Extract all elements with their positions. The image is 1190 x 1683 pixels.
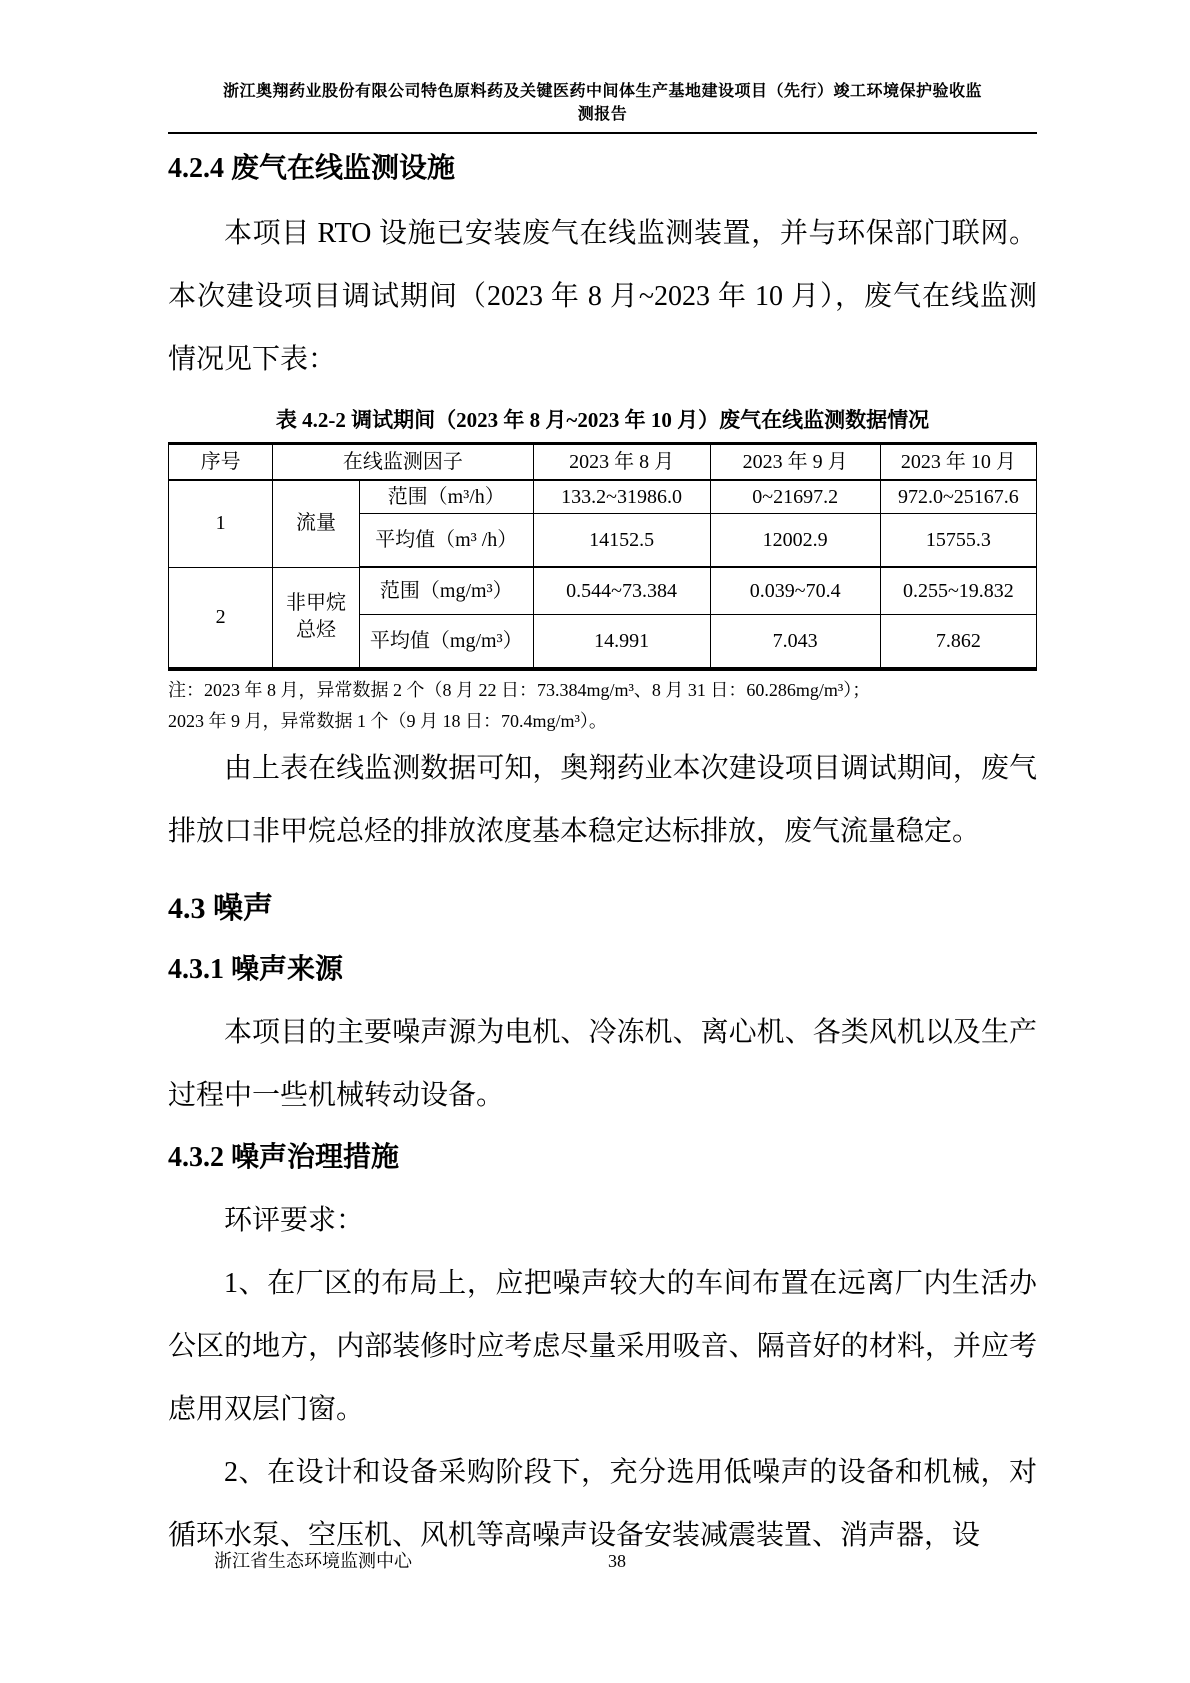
table-cell: 平均值（mg/m³） <box>359 615 533 670</box>
running-header-line1: 浙江奥翔药业股份有限公司特色原料药及关键医药中间体生产基地建设项目（先行）竣工环境保护验收监 <box>222 83 982 100</box>
table-cell: 0.544~73.384 <box>533 567 710 615</box>
table-cell: 7.862 <box>880 615 1036 670</box>
paragraph-online-monitoring: 本项目 RTO 设施已安装废气在线监测装置，并与环保部门联网。本次建设项目调试期间（2023 年 8 月~2023 年 10 月），废气在线监测情况见下表： <box>168 218 1037 375</box>
paragraph-analysis: 由上表在线监测数据可知，奥翔药业本次建设项目调试期间，废气排放口非甲烷总烃的排放浓度基本稳定达标排放，废气流量稳定。 <box>168 753 1037 847</box>
table-cell: 0.039~70.4 <box>710 567 880 615</box>
paragraph-noise-measure-2: 2、在设计和设备采购阶段下，充分选用低噪声的设备和机械，对循环水泵、空压机、风机等高噪声设备安装减震装置、消声器，设 <box>168 1457 1037 1551</box>
table-cell: 平均值（m³ /h） <box>359 514 533 568</box>
table-note-line2: 2023 年 9 月，异常数据 1 个（9 月 18 日：70.4mg/m³）。 <box>168 711 607 731</box>
page-number: 38 <box>608 1551 626 1571</box>
paragraph-noise-sources: 本项目的主要噪声源为电机、冷冻机、离心机、各类风机以及生产过程中一些机械转动设备。 <box>168 1017 1037 1111</box>
table-header-cell: 2023 年 8 月 <box>533 444 710 481</box>
header-rule <box>168 132 1037 134</box>
table-cell: 133.2~31986.0 <box>533 480 710 514</box>
table-title: 表 4.2-2 调试期间（2023 年 8 月~2023 年 10 月）废气在线监测数据情况 <box>275 408 930 432</box>
section-heading-4-3-2: 4.3.2 噪声治理措施 <box>168 1142 400 1173</box>
online-monitoring-data-table <box>168 442 1037 671</box>
table-header-cell: 2023 年 10 月 <box>880 444 1036 481</box>
table-cell: 972.0~25167.6 <box>880 480 1036 514</box>
table-cell: 非甲烷总烃 <box>273 567 360 669</box>
running-header <box>168 80 1037 126</box>
table-cell: 1 <box>169 480 273 567</box>
table-cell: 0~21697.2 <box>710 480 880 514</box>
table-cell: 0.255~19.832 <box>880 567 1036 615</box>
table-cell: 12002.9 <box>710 514 880 568</box>
table-cell: 2 <box>169 567 273 669</box>
section-heading-4-3: 4.3 噪声 <box>168 892 273 925</box>
paragraph-eia-requirements: 环评要求： <box>224 1205 365 1236</box>
table-note-line1: 注：2023 年 8 月，异常数据 2 个（8 月 22 日：73.384mg/m³、8 月 31 日：60.286mg/m³）； <box>168 680 871 700</box>
table-row <box>169 480 1037 514</box>
table-cell: 7.043 <box>710 615 880 670</box>
table-cell: 15755.3 <box>880 514 1036 568</box>
table-cell: 范围（m³/h） <box>359 480 533 514</box>
table-header-cell: 2023 年 9 月 <box>710 444 880 481</box>
table-cell: 14152.5 <box>533 514 710 568</box>
section-heading-4-2-4: 4.2.4 废气在线监测设施 <box>168 153 456 184</box>
table-header-cell: 序号 <box>169 444 273 481</box>
page-content <box>168 0 1037 1567</box>
table-cell: 范围（mg/m³） <box>359 567 533 615</box>
page-footer <box>168 1548 1037 1574</box>
table-row <box>169 567 1037 615</box>
table-header-cell: 在线监测因子 <box>273 444 533 481</box>
footer-organization: 浙江省生态环境监测中心 <box>214 1551 412 1571</box>
table-header-row <box>169 444 1037 481</box>
paragraph-noise-measure-1: 1、在厂区的布局上，应把噪声较大的车间布置在远离厂内生活办公区的地方，内部装修时应考虑尽量采用吸音、隔音好的材料，并应考虑用双层门窗。 <box>168 1268 1037 1425</box>
running-header-line2: 测报告 <box>577 106 628 123</box>
section-heading-4-3-1: 4.3.1 噪声来源 <box>168 954 344 985</box>
table-notes <box>168 675 1037 737</box>
table-cell: 14.991 <box>533 615 710 670</box>
table-cell: 流量 <box>273 480 360 567</box>
